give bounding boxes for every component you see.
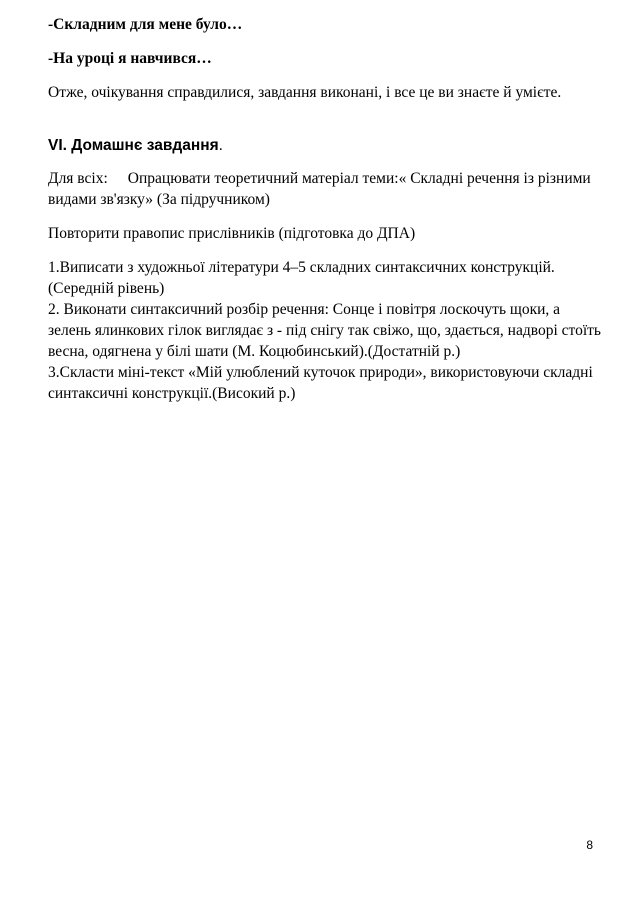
page-content <box>48 14 603 417</box>
reflection-line-1: -Складним для мене було… <box>48 16 243 33</box>
homework-heading-period: . <box>218 137 223 154</box>
homework-heading-text: VI. Домашнє завдання <box>48 137 219 154</box>
task-2-intro: 2. Виконати синтаксичний розбір речення: <box>48 301 329 318</box>
repeat-task: Повторити правопис прислівників (підготовка до ДПА) <box>48 225 416 242</box>
for-all-task <box>48 168 603 210</box>
reflection-line-2: -На уроці я навчився… <box>48 50 212 67</box>
for-all-label: Для всіх: <box>48 170 108 187</box>
task-1: 1.Виписати з художньої літератури 4–5 складних синтаксичних конструкцій. (Середній рівень) <box>48 259 555 297</box>
homework-heading <box>48 135 603 156</box>
for-all-task-text: Опрацювати теоретичний матеріал теми:« Складні речення із різними видами зв'язку» (За підручником) <box>48 170 591 208</box>
task-2 <box>48 299 603 362</box>
homework-tasks <box>48 257 603 404</box>
reflection-conclusion: Отже, очікування справдилися, завдання виконані, і все це ви знаєте й умієте. <box>48 84 562 101</box>
task-2-level: (Достатній р.) <box>367 343 461 360</box>
page-number: 8 <box>586 838 593 852</box>
task-2-sentence: Сонце і повітря лоскочуть щоки, а зелень ялинкових гілок виглядає з - під снігу так свіжо, що, здається, надворі стоїть весна, одягнена у білі шати (М. Коцюбинський). <box>48 301 601 360</box>
task-3: 3.Скласти міні-текст «Мій улюблений куточок природи», використовуючи складні синтаксичні конструкції.(Високий р.) <box>48 364 593 402</box>
